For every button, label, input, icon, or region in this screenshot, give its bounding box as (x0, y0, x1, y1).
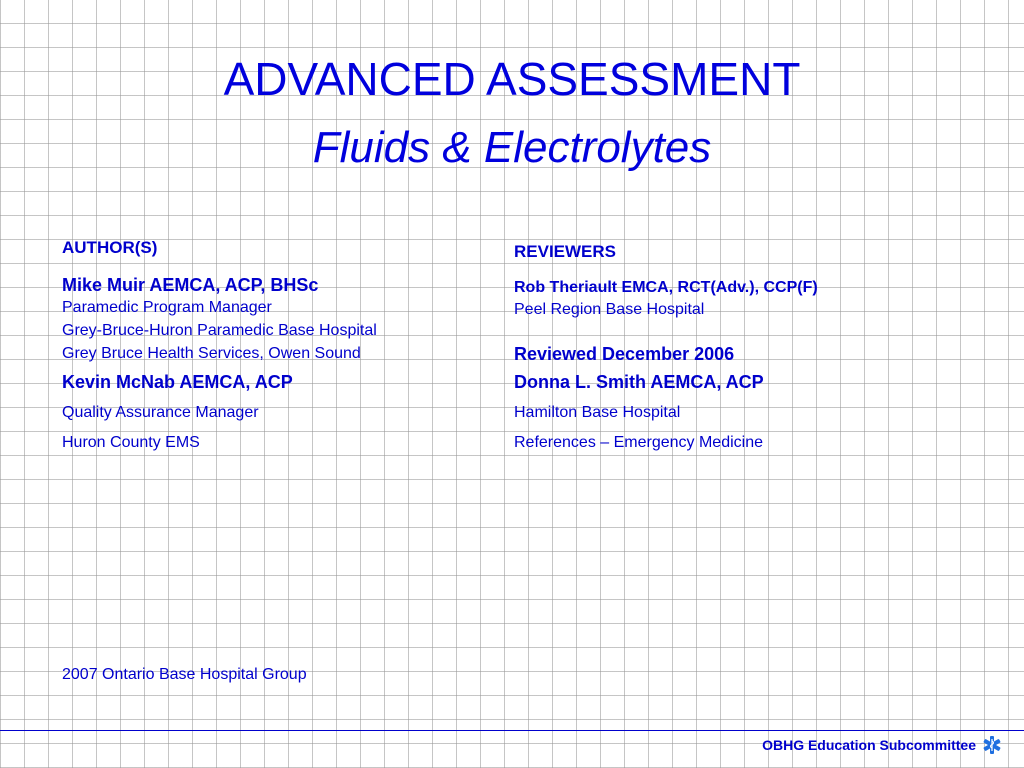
authors-heading: AUTHOR(S) (62, 238, 158, 257)
slide-title: ADVANCED ASSESSMENT (223, 53, 801, 105)
footer-label: OBHG Education Subcommittee (762, 737, 976, 753)
star-of-life-icon (982, 735, 1002, 755)
authors-section (62, 238, 502, 453)
author-1-name: Mike Muir AEMCA, ACP, BHSc (62, 275, 319, 295)
author-1-organization: Grey Bruce Health Services, Owen Sound (62, 345, 361, 362)
reviewers-heading: REVIEWERS (514, 242, 617, 261)
author-2-role: Quality Assurance Manager (62, 404, 259, 421)
reviewer-2-references: References – Emergency Medicine (514, 434, 764, 451)
reviewer-1-affiliation: Peel Region Base Hospital (514, 301, 705, 318)
reviewer-2-name: Donna L. Smith AEMCA, ACP (514, 372, 764, 392)
reviewer-1-name: Rob Theriault EMCA, RCT(Adv.), CCP(F) (514, 279, 818, 296)
footer (762, 735, 1002, 755)
author-1-role: Paramedic Program Manager (62, 299, 272, 316)
reviewers-section (514, 242, 954, 453)
author-2-name: Kevin McNab AEMCA, ACP (62, 372, 293, 392)
reviewer-2-affiliation: Hamilton Base Hospital (514, 404, 681, 421)
footer-divider (0, 730, 1024, 731)
author-2-organization: Huron County EMS (62, 434, 200, 451)
slide-subtitle: Fluids & Electrolytes (312, 123, 712, 172)
copyright-text: 2007 Ontario Base Hospital Group (62, 666, 307, 683)
reviewed-date: Reviewed December 2006 (514, 344, 735, 364)
author-1-affiliation: Grey-Bruce-Huron Paramedic Base Hospital (62, 322, 377, 339)
